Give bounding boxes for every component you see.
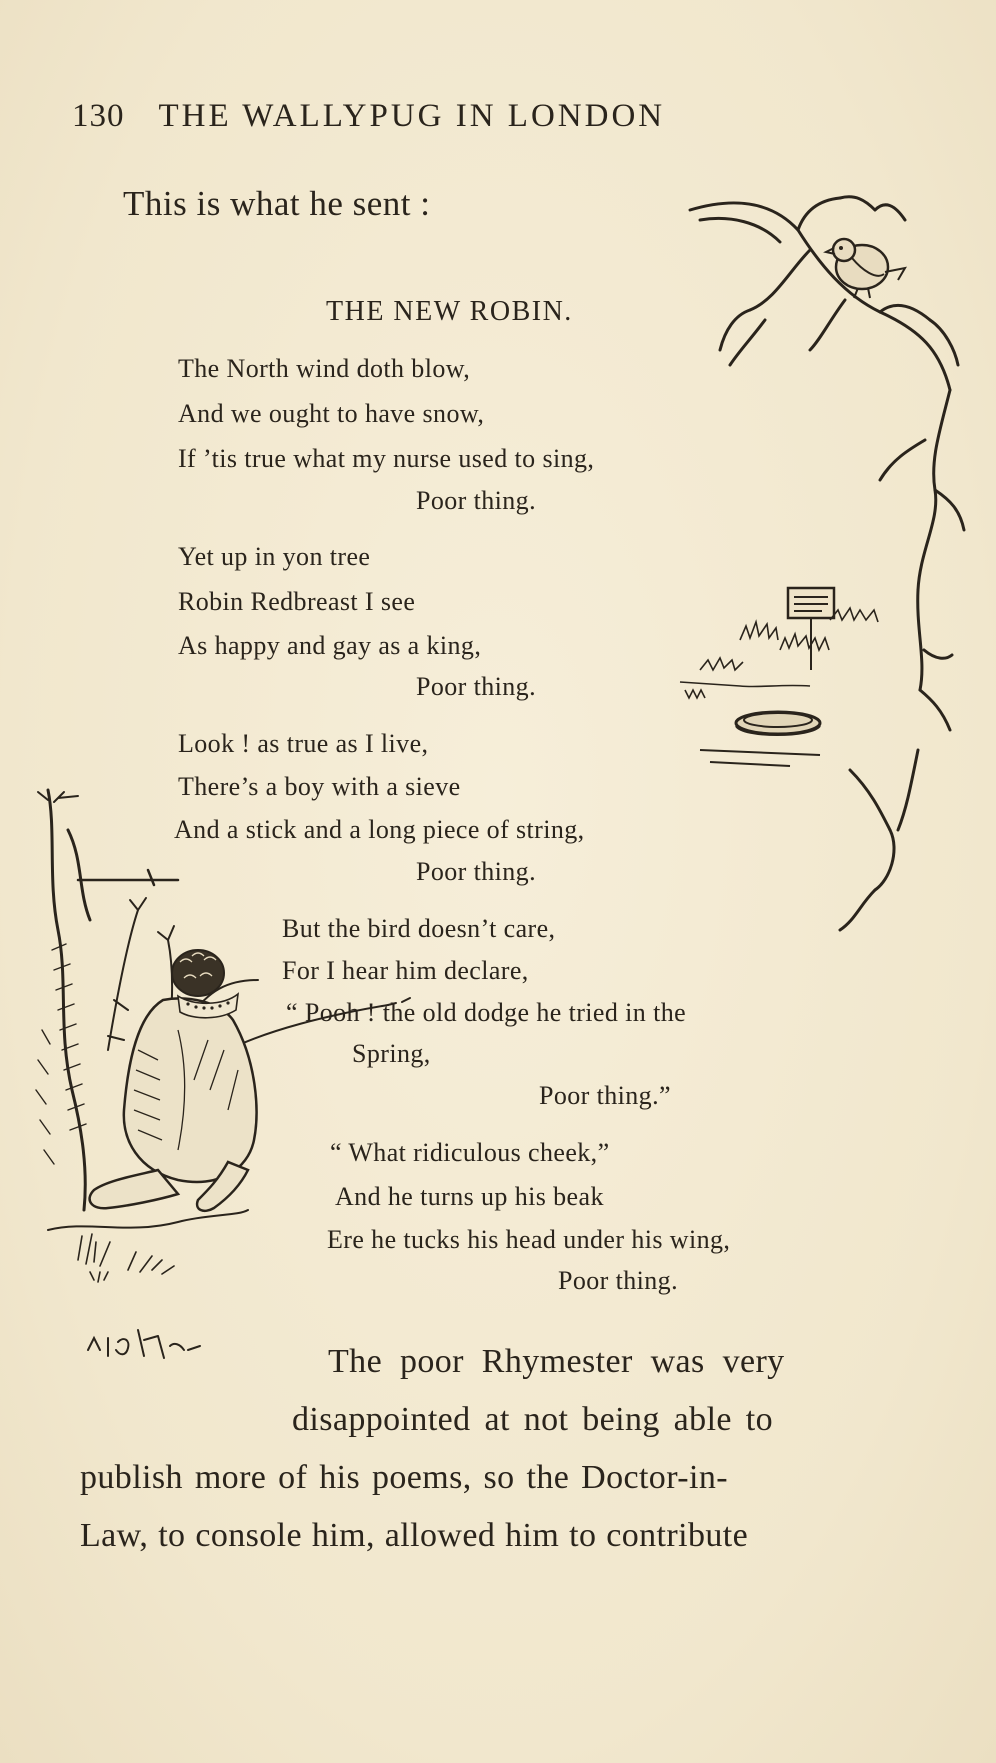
- page-number: 130: [72, 98, 125, 134]
- running-title: THE WALLYPUG IN LONDON: [158, 98, 666, 134]
- running-header: [72, 98, 665, 135]
- prose-line: The poor Rhymester was very: [328, 1343, 785, 1380]
- poem-line: The North wind doth blow,: [178, 354, 471, 383]
- poem-line: If ’tis true what my nurse used to sing,: [178, 444, 595, 473]
- poem-title: THE NEW ROBIN.: [326, 296, 573, 327]
- poem-line: And a stick and a long piece of string,: [174, 815, 585, 844]
- poem-refrain: Poor thing.: [416, 672, 536, 701]
- poem-line: Look ! as true as I live,: [178, 729, 429, 758]
- poem-line: “ Pooh ! the old dodge he tried in the: [286, 998, 687, 1027]
- poem-line: Ere he tucks his head under his wing,: [327, 1225, 731, 1254]
- robin-on-branch-illustration: [680, 190, 996, 950]
- poem-refrain: Poor thing.: [416, 857, 536, 886]
- prose-line: publish more of his poems, so the Doctor-in-: [80, 1459, 728, 1496]
- poem-line: Spring,: [352, 1039, 431, 1068]
- boy-with-sieve-illustration: [28, 790, 328, 1390]
- poem-line: “ What ridiculous cheek,”: [330, 1138, 610, 1167]
- poem-line: Robin Redbreast I see: [178, 587, 416, 616]
- poem-refrain: Poor thing.: [416, 486, 536, 515]
- prose-line: Law, to console him, allowed him to contribute: [80, 1517, 749, 1554]
- poem-line: But the bird doesn’t care,: [282, 914, 556, 943]
- poem-line: For I hear him declare,: [282, 956, 529, 985]
- poem-line: Yet up in yon tree: [178, 542, 371, 571]
- prose-line: disappointed at not being able to: [292, 1401, 774, 1438]
- poem-refrain: Poor thing.: [558, 1266, 678, 1295]
- poem-refrain: Poor thing.”: [539, 1081, 671, 1110]
- poem-line: And we ought to have snow,: [178, 399, 485, 428]
- poem-line: As happy and gay as a king,: [178, 631, 482, 660]
- poem-line: And he turns up his beak: [335, 1182, 604, 1211]
- poem-line: There’s a boy with a sieve: [178, 772, 461, 801]
- intro-text: This is what he sent :: [123, 184, 431, 223]
